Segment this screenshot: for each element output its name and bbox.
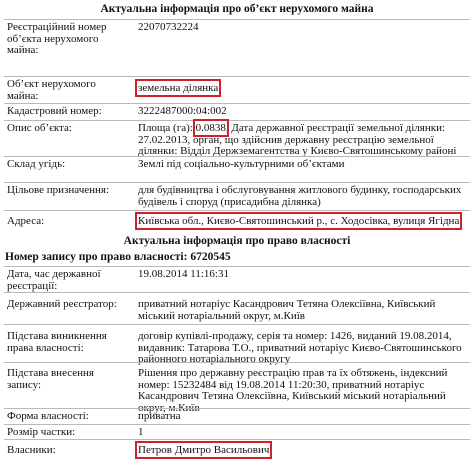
entry-basis-value: Рішення про державну реєстрацію прав та їх обтяжень, індексний номер: 15232484 від 19.08.2014 11:20:30, приватний нотаріус Касандрович Тетяна Олексіївна, Київський міський нотаріальний округ, м.Київ [138, 367, 448, 414]
row-description [4, 120, 470, 157]
datetime-value: 19.08.2014 11:16:31 [138, 268, 229, 280]
registration-number-label: Реєстраційний номер об’єкта нерухомого майна: [7, 21, 107, 56]
row-registrar [4, 292, 470, 325]
area-prefix: Площа (га): [138, 122, 193, 134]
area-value: 0.0838 [195, 122, 226, 134]
purpose-value: для будівництва і обслуговування житлового будинку, господарських будівель і споруд (присадибна ділянка) [138, 184, 462, 208]
address-label: Адреса: [7, 215, 45, 227]
object-label: Об’єкт нерухомого майна: [7, 78, 96, 102]
property-section-title: Актуальна інформація про об’єкт нерухомого майна [100, 3, 374, 15]
ownership-form-label: Форма власності: [7, 410, 89, 422]
datetime-label: Дата, час державної реєстрації: [7, 268, 101, 292]
row-entry-basis [4, 362, 470, 414]
land-composition-label: Склад угідь: [7, 158, 66, 170]
row-basis [4, 324, 470, 363]
object-value: земельна ділянка [138, 82, 219, 94]
row-land-composition [4, 156, 470, 183]
purpose-label: Цільове призначення: [7, 184, 110, 196]
cadastral-label: Кадастровий номер: [7, 105, 102, 117]
description-value [138, 123, 474, 158]
record-number [5, 251, 231, 264]
ownership-form-value: приватна [138, 410, 181, 422]
row-address [4, 210, 470, 235]
description-label: Опис об’єкта: [7, 122, 72, 134]
address-value: Київська обл., Києво-Святошинський р., с. Ходосівка, вулиця Ягідна [138, 215, 460, 227]
entry-basis-label: Підстава внесення запису: [7, 367, 94, 391]
description-rest: , Дата державної реєстрації земельної ділянки: 27.02.2013, орган, що здійснив державну реєстрацію земельної ділянки: Відділ Держземагентства у Києво-Святошинському районі [138, 122, 457, 157]
record-label: Номер запису про право власності: [5, 251, 188, 263]
record-value: 6720545 [190, 251, 231, 263]
row-share [4, 424, 470, 440]
row-registration-number [4, 19, 470, 77]
row-owners [4, 439, 470, 462]
owners-label: Власники: [7, 444, 56, 456]
cadastral-value: 3222487000:04:002 [138, 105, 227, 117]
basis-label: Підстава виникнення права власності: [7, 330, 107, 354]
basis-value: договір купівлі-продажу, серія та номер: 1426, виданий 19.08.2014, видавник: Татарова Т.О., приватний нотаріус Києво-Святошинського районного нотаріального округу [138, 330, 462, 365]
ownership-section-title: Актуальна інформація про право власності [123, 235, 351, 247]
row-purpose [4, 182, 470, 211]
row-datetime [4, 266, 470, 293]
share-label: Розмір частки: [7, 426, 76, 438]
row-cadastral [4, 103, 470, 121]
share-value: 1 [138, 426, 144, 438]
owners-value: Петров Дмитро Васильович [138, 444, 270, 456]
row-ownership-form [4, 408, 470, 425]
registrar-label: Державний реєстратор: [7, 298, 117, 310]
registration-number-value: 22070732224 [138, 21, 199, 33]
registrar-value: приватний нотаріус Касандрович Тетяна Олексіївна, Київський міський нотаріальний округ, м.Київ [138, 298, 436, 322]
row-object [4, 76, 470, 104]
land-composition-value: Землі під соціально-культурними об’єктами [138, 158, 345, 170]
